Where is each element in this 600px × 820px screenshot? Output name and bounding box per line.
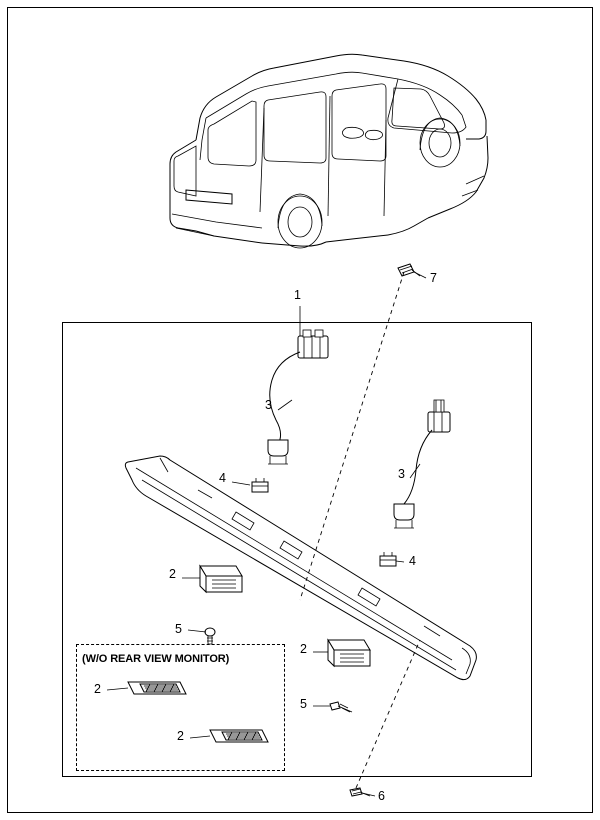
callout-3-right: 3 — [398, 467, 405, 481]
part-4-bulb-right — [380, 552, 396, 566]
part-6-fastener — [350, 788, 370, 796]
callout-3-left: 3 — [265, 398, 272, 412]
part-5-screw-right — [330, 702, 352, 712]
vehicle-illustration — [170, 54, 488, 248]
callout-2-variant-b: 2 — [177, 729, 184, 743]
callout-5-right: 5 — [300, 697, 307, 711]
callout-6: 6 — [378, 789, 385, 803]
part-5-screw-left — [205, 628, 215, 644]
callout-7: 7 — [430, 271, 437, 285]
part-2-lamp-variant-a — [128, 682, 186, 694]
part-2-lamp-right — [328, 640, 370, 666]
callout-2-variant-a: 2 — [94, 682, 101, 696]
callout-4-left: 4 — [219, 471, 226, 485]
part-2-lamp-variant-b — [210, 730, 268, 742]
callout-2-right: 2 — [300, 642, 307, 656]
variant-note-label: (W/O REAR VIEW MONITOR) — [82, 653, 230, 665]
callout-4-right: 4 — [409, 554, 416, 568]
callout-1: 1 — [294, 288, 301, 302]
part-1-connector-assembly — [268, 330, 328, 464]
part-3-right-harness — [394, 400, 450, 528]
part-2-lamp-left — [200, 566, 242, 592]
part-7-fastener — [398, 264, 420, 276]
part-4-bulb-left — [252, 478, 268, 492]
callout-2-left: 2 — [169, 567, 176, 581]
callout-5-left: 5 — [175, 622, 182, 636]
